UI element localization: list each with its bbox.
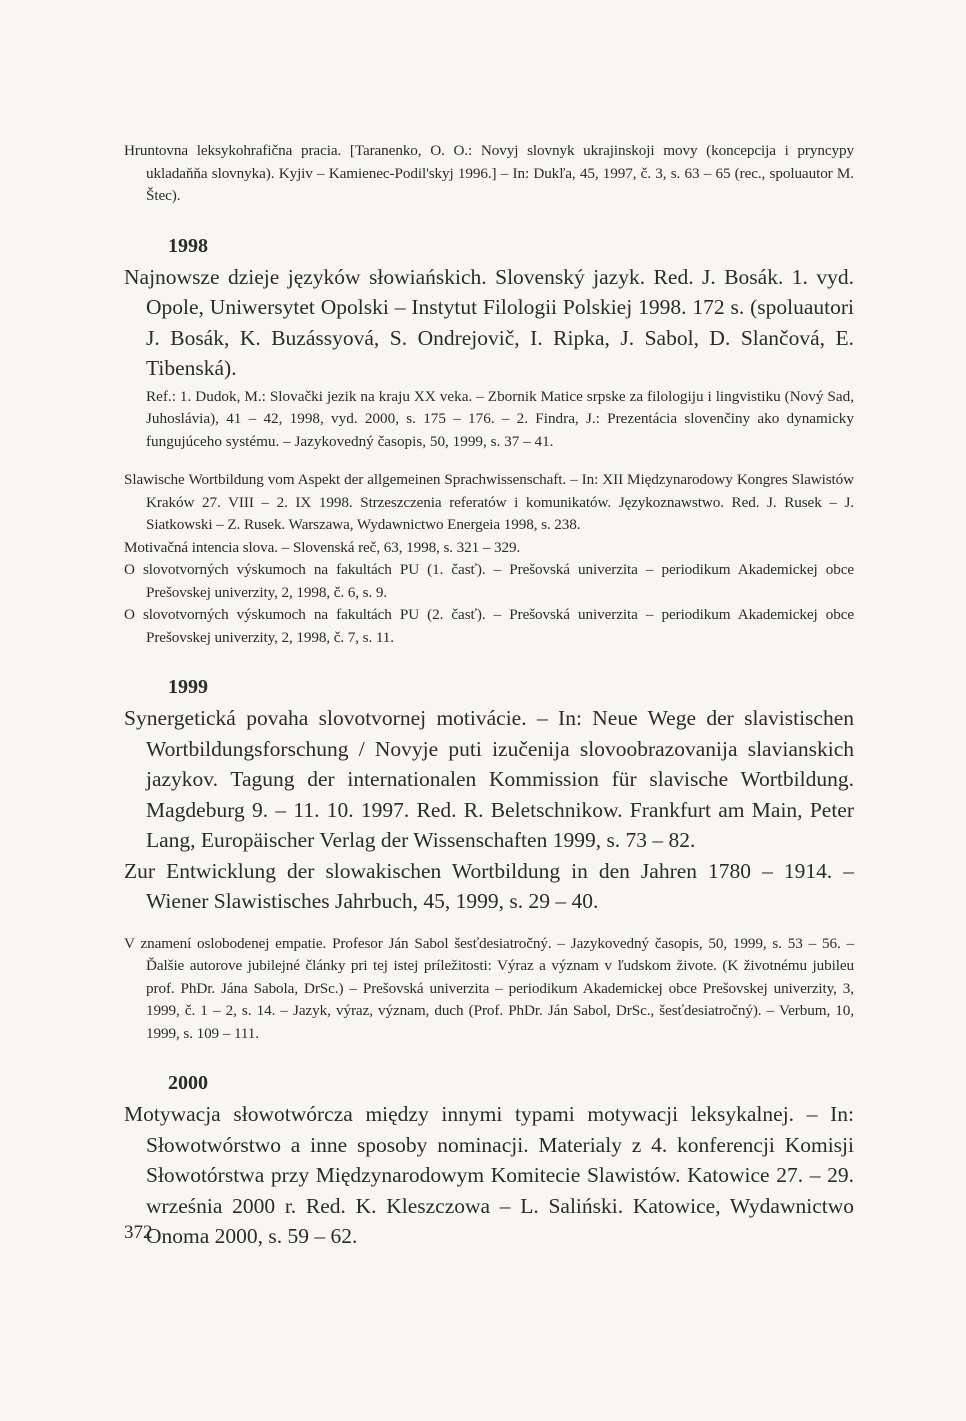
- bib-entry: Motivačná intencia slova. – Slovenská reč, 63, 1998, s. 321 – 329.: [124, 538, 521, 556]
- bib-entry: O slovotvorných výskumoch na fakultách PU (1. časť). – Prešovská univerzita – periodikum Akademickej obce Prešovskej univerzity, 2, 1998, č. 6, s. 9.: [124, 561, 854, 601]
- page-number: 372: [124, 1222, 153, 1243]
- bib-entry-major: Synergetická povaha slovotvornej motivácie. – In: Neue Wege der slavistischen Wortbildungsforschung / Novyje puti izučenija slovoobrazovanija slavianskich jazykov. Tagung der internationalen Kommission für slavische Wortbildung. Magdeburg 9. – 11. 10. 1997. Red. R. Beletschnikow. Frankfurt am Main, Peter Lang, Europäischer Verlag der Wissenschaften 1999, s. 73 – 82.: [124, 706, 854, 852]
- bib-entry: Hruntovna leksykohrafična pracia. [Taranenko, O. O.: Novyj slovnyk ukrajinskoji movy (koncepcija i pryncypy ukladaňňa slovnyka). Kyjiv – Kamienec-Podil'skyj 1996.] – In: Dukľa, 45, 1997, č. 3, s. 63 – 65 (rec., spoluautor M. Štec).: [124, 142, 854, 204]
- year-heading-1998: 1998: [168, 234, 208, 257]
- bib-entry: Slawische Wortbildung vom Aspekt der allgemeinen Sprachwissenschaft. – In: XII Międzynarodowy Kongres Slawistów Kraków 27. VIII – 2. IX 1998. Strzeszczenia referatów i komunikatów. Językoznawstwo. Red. J. Rusek – J. Siatkowski – Z. Rusek. Warszawa, Wydawnictwo Energeia 1998, s. 238.: [124, 471, 854, 533]
- bibliography-page: [124, 140, 854, 1252]
- bib-entry: O slovotvorných výskumoch na fakultách PU (2. časť). – Prešovská univerzita – periodikum Akademickej obce Prešovskej univerzity, 2, 1998, č. 7, s. 11.: [124, 606, 854, 646]
- year-heading-2000: 2000: [168, 1072, 208, 1094]
- bib-entry: V znamení oslobodenej empatie. Profesor Ján Sabol šesťdesiatročný. – Jazykovedný časopis, 50, 1999, s. 53 – 56. – Ďalšie autorove jubilejné články pri tej istej príležitosti: Výraz a význam v ľudskom živote. (K životnému jubileu prof. PhDr. Jána Sabola, DrSc.) – Prešovská univerzita – periodikum Akademickej obce Prešovskej univerzity, 3, 1999, č. 1 – 2, s. 14. – Jazyk, výraz, význam, duch (Prof. PhDr. Ján Sabol, DrSc., šesťdesiatročný). – Verbum, 10, 1999, s. 109 – 111.: [124, 934, 854, 1042]
- bib-entry-major: Najnowsze dzieje języków słowiańskich. Slovenský jazyk. Red. J. Bosák. 1. vyd. Opole, Uniwersytet Opolski – Instytut Filologii Polskiej 1998. 172 s. (spoluautori J. Bosák, K. Buzássyová, S. Ondrejovič, I. Ripka, J. Sabol, D. Slančová, E. Tibenská).: [124, 264, 854, 380]
- bib-entry-major: Zur Entwicklung der slowakischen Wortbildung in den Jahren 1780 – 1914. – Wiener Slawistisches Jahrbuch, 45, 1999, s. 29 – 40.: [124, 858, 854, 913]
- bib-entry-major: Motywacja słowotwórcza między innymi typami motywacji leksykalnej. – In: Słowotwórstwo a inne sposoby nominacji. Materialy z 4. konferencji Komisji Słowotórstwa przy Międzynarodowym Komitecie Slawistów. Katowice 27. – 29. września 2000 r. Red. K. Kleszczowa – L. Saliński. Katowice, Wydawnictwo Onoma 2000, s. 59 – 62.: [124, 1102, 854, 1248]
- reference-note: Ref.: 1. Dudok, M.: Slovački jezik na kraju XX veka. – Zbornik Matice srpske za filologiju i lingvistiku (Nový Sad, Juhoslávia), 41 – 42, 1998, vyd. 2000, s. 175 – 176. – 2. Findra, J.: Prezentácia slovenčiny ako dynamicky fungujúceho systému. – Jazykovedný časopis, 50, 1999, s. 37 – 41.: [146, 387, 854, 450]
- year-heading-1999: 1999: [168, 676, 208, 698]
